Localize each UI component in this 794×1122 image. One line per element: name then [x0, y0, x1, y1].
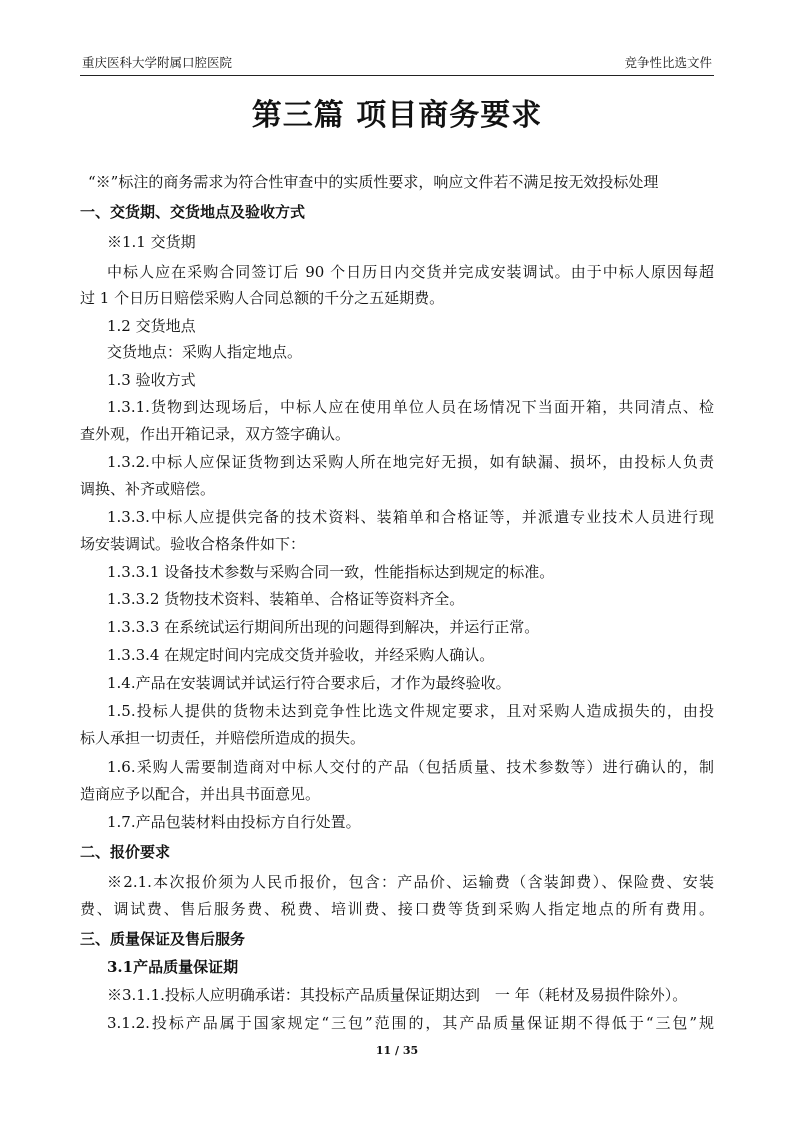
paragraph-line: 费、调试费、售后服务费、税费、培训费、接口费等货到采购人指定地点的所有费用。	[80, 900, 714, 918]
header-hospital-name: 重庆医科大学附属口腔医院	[82, 55, 233, 70]
paragraph-line: 1.3.3.1 设备技术参数与采购合同一致，性能指标达到规定的标准。	[107, 563, 555, 581]
paragraph-line: 标人承担一切责任，并赔偿所造成的损失。	[80, 729, 366, 747]
page-title: 第三篇 项目商务要求	[251, 98, 543, 133]
paragraph-line: 1.3.3.4 在规定时间内完成交货并验收，并经采购人确认。	[107, 646, 495, 664]
header-document-type: 竞争性比选文件	[624, 55, 712, 70]
section-heading-pricing: 二、报价要求	[80, 843, 171, 861]
paragraph-line: 查外观，作出开箱记录，双方签字确认。	[80, 425, 351, 443]
paragraph-line: 1.3.1.货物到达现场后，中标人应在使用单位人员在场情况下当面开箱，共同清点、检	[107, 398, 714, 416]
paragraph-line: 交货地点：采购人指定地点。	[107, 343, 303, 361]
paragraph-line: 1.5.投标人提供的货物未达到竞争性比选文件规定要求，且对采购人造成损失的，由投	[107, 702, 714, 720]
paragraph-line: 1.4.产品在安装调试并试运行符合要求后，才作为最终验收。	[107, 674, 511, 692]
paragraph-line: 场安装调试。验收合格条件如下：	[80, 535, 306, 553]
paragraph-line: 调换、补齐或赔偿。	[80, 480, 216, 498]
page-header	[80, 55, 714, 76]
paragraph-line: 1.3.3.2 货物技术资料、装箱单、合格证等资料齐全。	[107, 590, 465, 608]
paragraph-line: ※2.1.本次报价须为人民币报价，包含：产品价、运输费（含装卸费）、保险费、安装	[107, 873, 714, 891]
paragraph-line: 1.3.3.3 在系统试运行期间所出现的问题得到解决，并运行正常。	[107, 618, 540, 636]
page-number: 11 / 35	[375, 1044, 419, 1057]
paragraph-line: 1.7.产品包装材料由投标方自行处置。	[107, 813, 361, 831]
subheading-delivery-period: ※1.1 交货期	[107, 233, 196, 251]
subheading-acceptance: 1.3 验收方式	[107, 371, 196, 389]
section-heading-quality: 三、质量保证及售后服务	[80, 930, 246, 948]
subheading-warranty-period: 3.1产品质量保证期	[107, 958, 239, 976]
paragraph-line: 1.3.2.中标人应保证货物到达采购人所在地完好无损，如有缺漏、损坏，由投标人负责	[107, 453, 714, 471]
notice-line: “※”标注的商务需求为符合性审查中的实质性要求，响应文件若不满足按无效投标处理	[88, 173, 659, 191]
paragraph-line: 造商应予以配合，并出具书面意见。	[80, 785, 321, 803]
paragraph-line: 过 1 个日历日赔偿采购人合同总额的千分之五延期费。	[80, 289, 445, 307]
paragraph-line: ※3.1.1.投标人应明确承诺：其投标产品质量保证期达到 一 年（耗材及易损件除外）。	[107, 986, 688, 1004]
subheading-delivery-location: 1.2 交货地点	[107, 317, 196, 335]
paragraph-line: 中标人应在采购合同签订后 90 个日历日内交货并完成安装调试。由于中标人原因每超	[107, 263, 714, 281]
section-heading-delivery: 一、交货期、交货地点及验收方式	[80, 203, 306, 221]
paragraph-line: 1.6.采购人需要制造商对中标人交付的产品（包括质量、技术参数等）进行确认的，制	[107, 758, 714, 776]
paragraph-line: 1.3.3.中标人应提供完备的技术资料、装箱单和合格证等，并派遣专业技术人员进行现	[107, 508, 714, 526]
paragraph-line: 3.1.2.投标产品属于国家规定“三包”范围的，其产品质量保证期不得低于“三包”规	[107, 1014, 714, 1032]
